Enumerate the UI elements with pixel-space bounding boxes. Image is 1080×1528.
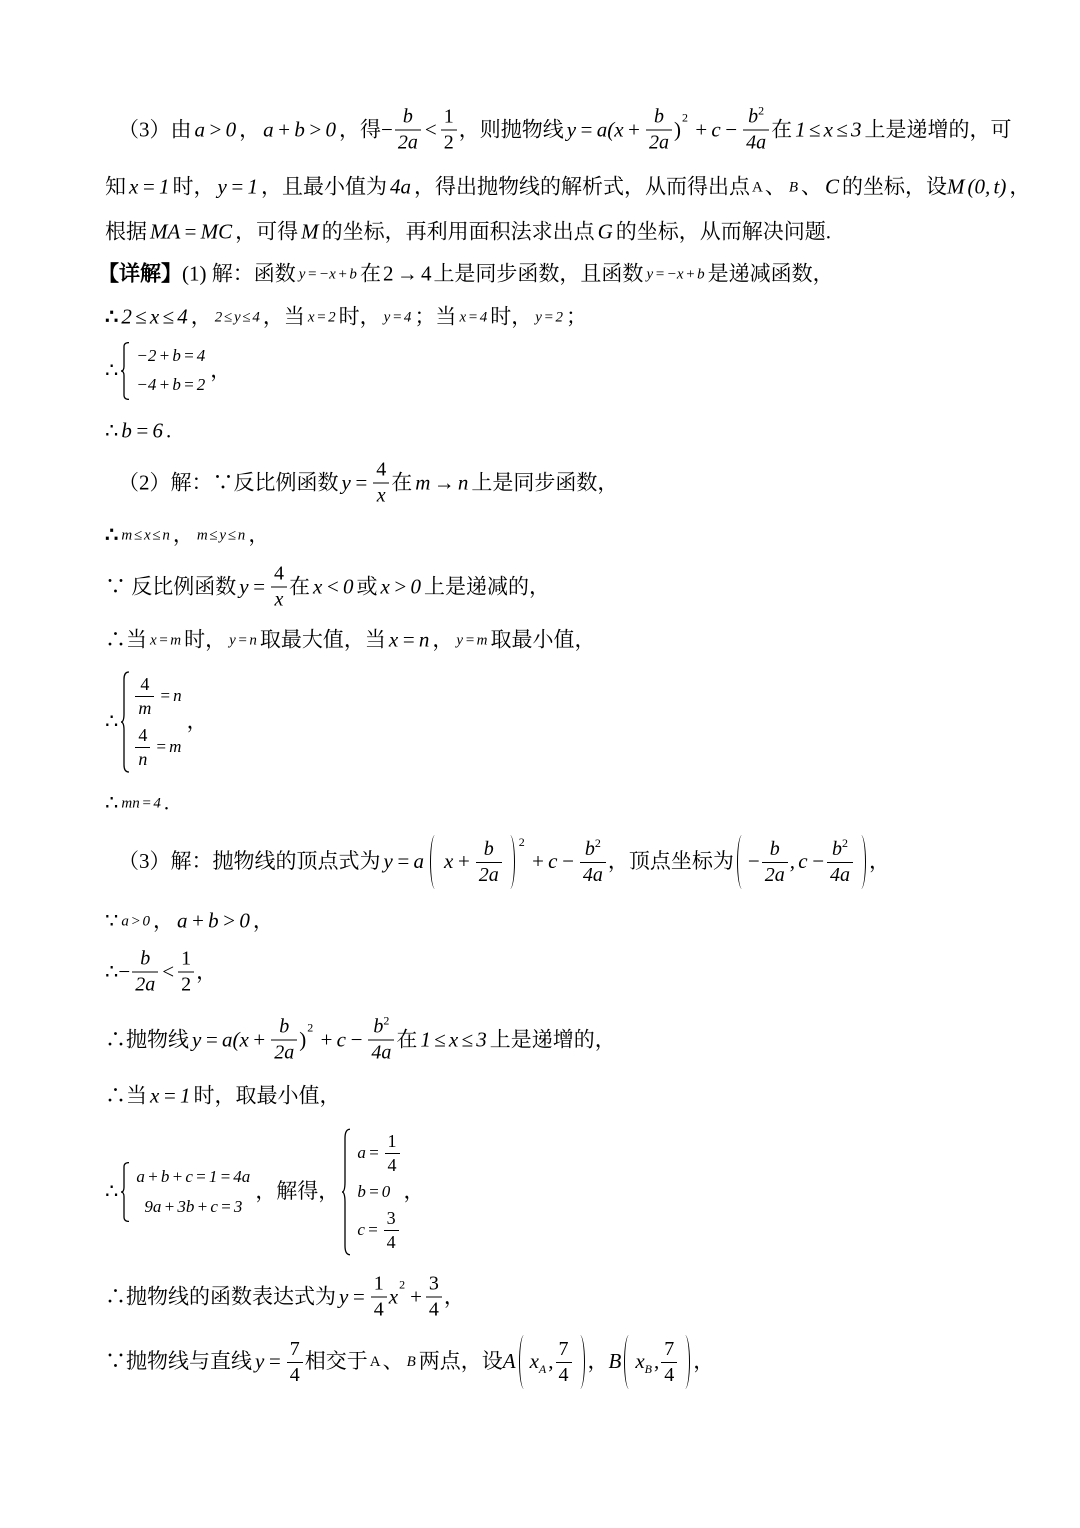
fraction — [580, 835, 606, 887]
text-run: 的坐标，再利用面积法求出点 — [321, 219, 595, 244]
therefore-sign: ∴ — [105, 358, 119, 383]
text-run: ，顶点坐标为 — [607, 849, 734, 874]
fraction — [441, 106, 457, 155]
numerator: b — [476, 838, 502, 863]
comma: , — [548, 1349, 554, 1374]
therefore-sign: ∴ — [105, 790, 119, 815]
math-expr: a > 0 — [121, 913, 150, 929]
math-expr: y = — [255, 1349, 282, 1374]
therefore-sign: ∴ — [105, 709, 119, 734]
solution-line-14 — [105, 1013, 616, 1065]
denominator: 2a — [764, 863, 785, 886]
math-expr: x > 0 — [380, 574, 421, 599]
math-expr: y = 2 — [535, 309, 563, 325]
denominator: 4 — [289, 1363, 300, 1386]
text-run: ， — [153, 908, 174, 933]
math-expr: b = 6 — [121, 418, 164, 443]
solution-line-8 — [105, 627, 596, 652]
fraction — [368, 1013, 394, 1065]
fraction — [132, 948, 158, 997]
solution-line-15 — [105, 1083, 341, 1108]
text-run: 在 — [396, 1027, 418, 1052]
exponent: 2 — [399, 1277, 406, 1292]
denominator: 4a — [371, 1041, 392, 1064]
math-expr: y = a(x + — [566, 117, 641, 142]
numerator: b — [395, 106, 421, 131]
text-run: 两点，设 — [418, 1349, 503, 1374]
text-run: 知 — [105, 174, 126, 199]
denominator: 2 — [181, 973, 192, 996]
numerator: b — [646, 106, 672, 131]
text-run: ∴抛物线 — [105, 1027, 189, 1052]
math-expr: 1 ≤ x ≤ 3 — [795, 117, 862, 142]
text-run: . — [163, 790, 170, 815]
solution-line-11 — [118, 833, 890, 891]
fraction — [556, 1338, 572, 1387]
denominator: 4 — [387, 1154, 397, 1175]
math-expr: + c − — [319, 1027, 364, 1052]
point-label: A — [502, 1349, 516, 1374]
point-label: B — [608, 1349, 622, 1374]
solution-line-9 — [105, 671, 208, 773]
math-expr: y = 1 — [217, 174, 258, 199]
text-run: 时， — [172, 174, 215, 199]
math-expr: x = n — [388, 627, 430, 652]
left-brace — [120, 671, 130, 773]
numerator: b — [271, 1016, 297, 1041]
numerator-exponent: 2 — [594, 835, 601, 850]
fraction — [476, 838, 502, 887]
therefore-sign: ∴ — [105, 522, 119, 547]
math-expr: x = 1 — [129, 174, 170, 199]
text-run: ∴当 — [105, 627, 147, 652]
math-expr: y = — [339, 1284, 366, 1309]
point-label: B — [788, 179, 799, 195]
text-run: ， — [403, 1179, 425, 1204]
therefore-sign: ∴ — [105, 304, 119, 329]
fraction — [426, 1273, 442, 1322]
text-run: 取最小值， — [490, 627, 596, 652]
therefore-sign: ∴ — [105, 959, 119, 984]
math-expr: x < 0 — [313, 574, 354, 599]
denominator: 4 — [558, 1363, 569, 1386]
text-run: 在 — [289, 574, 310, 599]
equation-system — [120, 671, 184, 773]
left-brace — [120, 342, 130, 400]
text-run: 上是同步函数，且函数 — [433, 261, 644, 286]
numerator-base: b — [748, 105, 759, 128]
math-expr: m ≤ y ≤ n — [196, 527, 246, 543]
point-label: G — [597, 219, 613, 244]
text-run: （3）解：抛物线的顶点式为 — [118, 849, 381, 874]
text-run: . — [166, 418, 172, 443]
numerator: 4 — [373, 459, 389, 484]
less-than-sign: < — [424, 117, 437, 142]
math-expr: a > 0 — [194, 117, 237, 142]
numerator — [580, 835, 606, 863]
numerator-base: b — [584, 837, 595, 860]
math-expr: 2 → 4 — [382, 261, 432, 286]
text-run: ， — [1009, 174, 1031, 199]
exponent: 2 — [681, 110, 688, 125]
math-expr: y = a — [383, 849, 424, 874]
fraction — [661, 1338, 677, 1387]
numerator: 7 — [287, 1338, 303, 1363]
less-than-sign: < — [162, 959, 175, 984]
fraction — [762, 838, 788, 887]
numerator: b — [762, 838, 788, 863]
math-expr: = n — [159, 686, 182, 706]
math-expr: a + b > 0 — [263, 117, 337, 142]
denominator: 4a — [830, 863, 851, 886]
minus-sign: − — [381, 117, 393, 142]
text-run: ， — [196, 959, 218, 984]
numerator — [827, 835, 853, 863]
math-expr: a + b > 0 — [177, 908, 250, 933]
solution-line-1 — [98, 261, 834, 286]
denominator: 2a — [397, 131, 418, 154]
numerator-exponent: 2 — [842, 835, 849, 850]
fraction — [646, 106, 672, 155]
analysis-line-3 — [105, 219, 831, 244]
numerator: 7 — [661, 1338, 677, 1363]
point-label: M — [301, 219, 319, 244]
text-run: ， — [239, 117, 261, 142]
minus-sign: − — [747, 849, 760, 874]
text-run: ∵ 反比例函数 — [105, 574, 237, 599]
math-expr: y = n — [229, 632, 257, 648]
denominator: 2a — [648, 131, 669, 154]
numerator: b — [132, 948, 158, 973]
numerator: 4 — [271, 563, 287, 588]
math-expr: 2 ≤ y ≤ 4 — [214, 309, 260, 325]
math-expr: x — [529, 1349, 539, 1374]
because-sign: ∵ — [105, 908, 119, 933]
math-expr: x = m — [150, 632, 182, 648]
solution-line-17 — [105, 1273, 465, 1322]
numerator: 4 — [135, 725, 150, 748]
numerator: 4 — [135, 674, 154, 697]
fraction — [743, 103, 769, 155]
solution-line-13 — [105, 948, 217, 997]
subscript: B — [644, 1361, 653, 1376]
text-run: ， — [587, 1349, 609, 1374]
math-expr: y = — [341, 470, 369, 495]
equation-system — [120, 1162, 253, 1222]
exponent: 2 — [518, 834, 525, 849]
text-run: ， — [693, 1349, 715, 1374]
text-run: 在 — [391, 470, 413, 495]
text-run: ，解得， — [255, 1179, 340, 1204]
point-label: M — [947, 174, 965, 199]
math-expr: x + — [444, 849, 471, 874]
math-expr: y = — [239, 574, 266, 599]
equation-row: b = 0 — [357, 1181, 391, 1201]
solution-line-10 — [105, 790, 169, 815]
numerator: 3 — [384, 1208, 399, 1231]
text-run: 或 — [356, 574, 378, 599]
text-run: ；当 — [414, 304, 457, 329]
numerator: 7 — [556, 1338, 572, 1363]
text-run: (1) 解：函数 — [182, 261, 296, 286]
text-run: 、 — [801, 174, 823, 199]
math-expr: mn = 4 — [121, 795, 161, 811]
denominator: 4 — [664, 1363, 675, 1386]
exponent: 2 — [307, 1020, 314, 1035]
text-run: 时， — [338, 304, 381, 329]
vertex-coordinates — [736, 833, 867, 891]
text-run: ，且最小值为 — [261, 174, 387, 199]
denominator: 4 — [373, 1298, 384, 1321]
text-run: ，则抛物线 — [458, 117, 564, 142]
plus-sign: + — [410, 1284, 422, 1309]
denominator: 2a — [135, 973, 156, 996]
analysis-line-1 — [118, 103, 1012, 155]
comma: , — [654, 1349, 660, 1374]
parenthesized-group — [429, 833, 516, 891]
math-expr: y = 4 — [383, 309, 412, 325]
equation-rows — [133, 1162, 253, 1222]
text-run: ， — [210, 358, 232, 383]
text-run: ，当 — [262, 304, 305, 329]
text-run: 在 — [359, 261, 381, 286]
solution-line-5 — [118, 459, 618, 508]
math-expr: m → n — [415, 470, 469, 495]
fraction — [384, 1208, 399, 1252]
fraction — [373, 459, 389, 508]
text-run: 时， — [490, 304, 533, 329]
equation-row — [133, 725, 184, 769]
fraction — [371, 1273, 387, 1322]
text-run: 取最大值，当 — [259, 627, 386, 652]
denominator: 2a — [274, 1041, 295, 1064]
point-label: A — [369, 1354, 381, 1370]
math-expr: x — [635, 1349, 645, 1374]
text-run: 时， — [184, 627, 227, 652]
equation-rows — [133, 342, 208, 400]
math-expr: + c − — [693, 117, 739, 142]
numerator-exponent: 2 — [383, 1013, 390, 1028]
point-label: B — [406, 1354, 416, 1370]
text-run: 、 — [764, 174, 786, 199]
therefore-sign: ∴ — [105, 1179, 119, 1204]
text-run: ∵抛物线与直线 — [105, 1349, 252, 1374]
equation-row — [354, 1131, 401, 1175]
denominator: x — [274, 588, 284, 611]
text-run: ， — [869, 849, 891, 874]
text-run: 上是同步函数， — [471, 470, 619, 495]
text-run: ，可得 — [235, 219, 299, 244]
fraction — [395, 106, 421, 155]
left-brace — [120, 1162, 130, 1222]
therefore-sign: ∴ — [105, 418, 119, 443]
math-expr: y = m — [456, 632, 488, 648]
fraction — [385, 1131, 400, 1175]
text-run: 的坐标，从而解决问题. — [615, 219, 832, 244]
text-run: ，得 — [339, 117, 382, 142]
fraction — [287, 1338, 303, 1387]
math-expr: = m — [155, 737, 182, 757]
math-expr: y = −x + b — [298, 266, 357, 282]
numerator: 1 — [441, 106, 457, 131]
math-expr: a = — [357, 1143, 380, 1163]
fraction — [178, 948, 194, 997]
numerator: 1 — [385, 1131, 400, 1154]
denominator: 4 — [428, 1298, 439, 1321]
equation-row: −2 + b = 4 — [136, 346, 206, 366]
text-run: ； — [566, 304, 587, 329]
text-run: 、 — [382, 1349, 404, 1374]
numerator: 3 — [426, 1273, 442, 1298]
numerator-base: b — [373, 1015, 384, 1038]
math-expr: c = — [357, 1220, 379, 1240]
fraction — [827, 835, 853, 887]
text-run: ∴当 — [105, 1083, 147, 1108]
equation-row: a + b + c = 1 = 4a — [136, 1166, 251, 1186]
text-run: 是递减函数， — [707, 261, 834, 286]
solution-line-4 — [105, 418, 171, 443]
math-expr: (0, t) — [967, 174, 1007, 199]
numerator — [743, 103, 769, 131]
numerator-base: b — [832, 837, 843, 860]
numerator: 1 — [371, 1273, 387, 1298]
equation-row: −4 + b = 2 — [136, 375, 206, 395]
text-run: （3）由 — [118, 117, 192, 142]
text-run: ， — [190, 304, 212, 329]
text-run: 根据 — [105, 219, 147, 244]
section-label: 【详解】 — [98, 261, 182, 286]
math-expr: , c − — [789, 849, 826, 874]
text-run: 在 — [771, 117, 793, 142]
denominator: n — [138, 749, 148, 769]
text-run: 上是递增的，可 — [864, 117, 1012, 142]
solution-system — [341, 1128, 401, 1256]
equation-rows — [354, 1128, 401, 1256]
numerator: 1 — [178, 948, 194, 973]
math-expr: MA = MC — [150, 219, 233, 244]
point-label: A — [752, 179, 763, 195]
text-run: 上是递减的， — [424, 574, 550, 599]
math-expr: 4a — [390, 174, 411, 199]
fraction — [271, 563, 287, 612]
point-label: C — [825, 174, 840, 199]
denominator: x — [376, 484, 386, 507]
denominator: 2 — [443, 131, 454, 154]
text-run: ， — [443, 1284, 465, 1309]
fraction — [271, 1016, 297, 1065]
equation-rows — [133, 671, 184, 773]
solution-line-18 — [105, 1333, 714, 1391]
solution-line-2 — [105, 304, 587, 329]
text-run: （2）解：∵反比例函数 — [118, 470, 339, 495]
left-brace — [341, 1128, 351, 1256]
equation-row — [354, 1208, 401, 1252]
denominator: 4a — [746, 131, 767, 154]
math-expr: 1 ≤ x ≤ 3 — [420, 1027, 487, 1052]
text-run: ， — [248, 522, 270, 547]
math-expr: + c − — [530, 849, 575, 874]
text-run: ， — [432, 627, 454, 652]
equation-row — [133, 674, 184, 718]
equation-system — [120, 342, 208, 400]
denominator: 4 — [386, 1232, 396, 1253]
numerator — [368, 1013, 394, 1041]
math-expr: x = 1 — [150, 1083, 191, 1108]
denominator: m — [138, 698, 152, 718]
text-run: 上是递增的， — [489, 1027, 616, 1052]
analysis-line-2 — [105, 174, 1030, 199]
denominator: 2a — [478, 863, 499, 886]
text-run: ， — [186, 709, 208, 734]
math-expr: m ≤ x ≤ n — [121, 527, 170, 543]
text-run: 时，取最小值， — [193, 1083, 341, 1108]
close-paren: ) — [299, 1027, 307, 1052]
denominator: 4a — [582, 863, 603, 886]
point-b-coordinates — [623, 1333, 691, 1391]
math-expr: x = 4 — [459, 309, 488, 325]
text-run: 的坐标，设 — [842, 174, 948, 199]
math-expr: y = −x + b — [646, 266, 705, 282]
numerator-exponent: 2 — [758, 103, 765, 118]
equation-row: 9a + 3b + c = 3 — [144, 1196, 243, 1216]
solution-line-16 — [105, 1128, 425, 1256]
math-expr: x — [388, 1284, 399, 1309]
fraction — [135, 674, 154, 718]
text-run: ， — [172, 522, 194, 547]
math-expr: 2 ≤ x ≤ 4 — [121, 304, 188, 329]
math-expr: x = 2 — [307, 309, 336, 325]
close-paren: ) — [673, 117, 681, 142]
text-run: ， — [252, 908, 274, 933]
subscript: A — [538, 1361, 547, 1376]
text-run: ，得出抛物线的解析式，从而得出点 — [414, 174, 750, 199]
text-run: ∴抛物线的函数表达式为 — [105, 1284, 336, 1309]
text-run: 相交于 — [304, 1349, 368, 1374]
point-a-coordinates — [518, 1333, 586, 1391]
solution-line-6 — [105, 522, 269, 547]
fraction — [135, 725, 150, 769]
solution-line-7 — [105, 563, 550, 612]
math-expr: y = a(x + — [192, 1027, 267, 1052]
solution-line-12 — [105, 908, 274, 933]
solution-line-3 — [105, 342, 231, 400]
minus-sign: − — [118, 959, 131, 984]
